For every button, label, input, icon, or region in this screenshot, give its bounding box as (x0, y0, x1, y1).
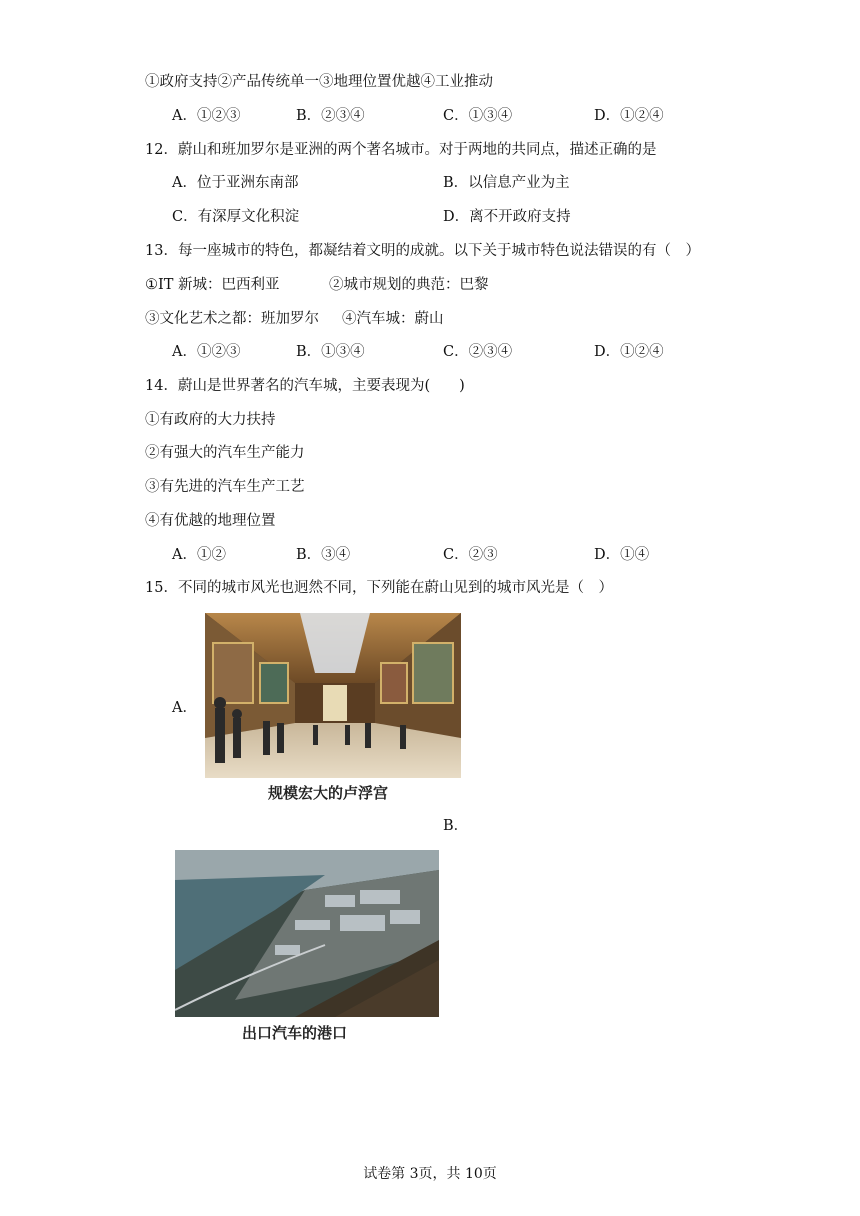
q13-option-d[interactable]: D．①②④ (594, 344, 664, 360)
page-footer: 试卷第 3页，共 10页 (363, 1166, 497, 1182)
q12-option-b[interactable]: B．以信息产业为主 (443, 175, 570, 191)
q14-option-b[interactable]: B．③④ (296, 547, 351, 563)
louvre-caption: 规模宏大的卢浮宫 (268, 784, 389, 802)
q12-option-d[interactable]: D．离不开政府支持 (443, 209, 571, 225)
q14-option-c[interactable]: C．②③ (443, 547, 498, 563)
q13-statement-4: ④汽车城：蔚山 (342, 311, 444, 327)
q14-statement-3: ③有先进的汽车生产工艺 (145, 479, 305, 495)
q13-stem: 13．每一座城市的特色，都凝结着文明的成就。以下关于城市特色说法错误的有（ ） (145, 243, 700, 259)
louvre-gallery-photo[interactable] (205, 613, 461, 778)
port-caption: 出口汽车的港口 (242, 1024, 348, 1042)
q11-option-c[interactable]: C．①③④ (443, 108, 513, 124)
q13-option-c[interactable]: C．②③④ (443, 344, 513, 360)
q13-statement-1: ①IT 新城：巴西利亚 (145, 277, 280, 293)
q13-statement-3: ③文化艺术之都：班加罗尔 (145, 311, 319, 327)
q15-option-a-label[interactable]: A． (172, 700, 197, 716)
q13-option-a[interactable]: A．①②③ (172, 344, 241, 360)
q13-option-b[interactable]: B．①③④ (296, 344, 365, 360)
q13-statement-2: ②城市规划的典范：巴黎 (329, 277, 489, 293)
q14-statement-2: ②有强大的汽车生产能力 (145, 445, 305, 461)
q12-option-a[interactable]: A．位于亚洲东南部 (172, 175, 299, 191)
car-export-port-photo[interactable] (175, 850, 439, 1017)
q14-option-d[interactable]: D．①④ (594, 547, 650, 563)
q14-stem: 14．蔚山是世界著名的汽车城，主要表现为( ) (145, 378, 465, 394)
q11-statements: ①政府支持②产品传统单一③地理位置优越④工业推动 (145, 74, 493, 90)
q14-option-a[interactable]: A．①② (172, 547, 226, 563)
q15-stem: 15．不同的城市风光也迥然不同，下列能在蔚山见到的城市风光是（ ） (145, 580, 613, 596)
q15-option-b-label[interactable]: B． (443, 818, 469, 834)
q14-statement-4: ④有优越的地理位置 (145, 513, 276, 529)
q11-option-b[interactable]: B．②③④ (296, 108, 365, 124)
q12-stem: 12．蔚山和班加罗尔是亚洲的两个著名城市。对于两地的共同点，描述正确的是 (145, 142, 657, 158)
q11-option-a[interactable]: A．①②③ (172, 108, 241, 124)
q11-option-d[interactable]: D．①②④ (594, 108, 664, 124)
q14-statement-1: ①有政府的大力扶持 (145, 412, 276, 428)
q12-option-c[interactable]: C．有深厚文化积淀 (172, 209, 300, 225)
